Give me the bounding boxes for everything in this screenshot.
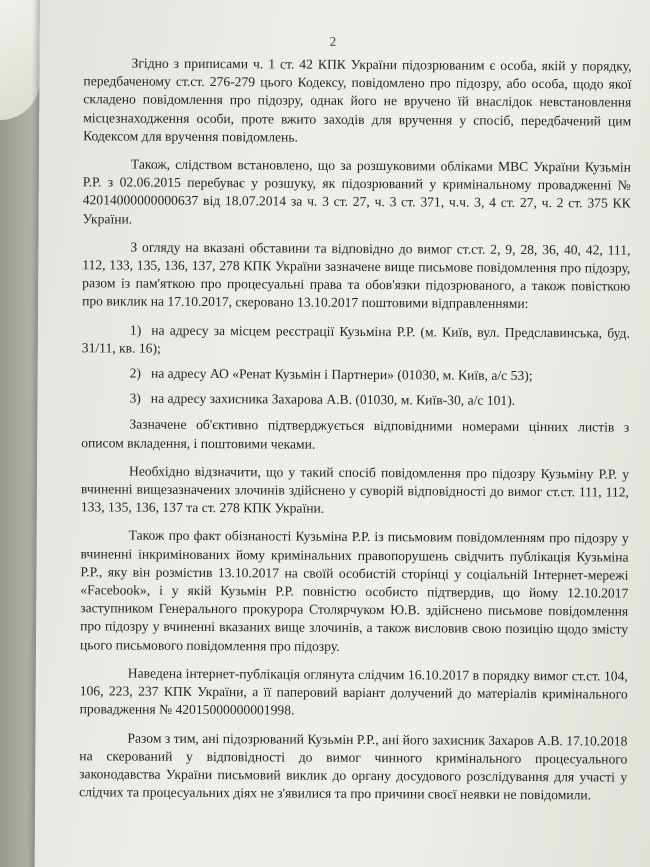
- document-body: [79, 54, 632, 815]
- list-item: 3) на адресу захисника Захарова А.В. (01030, м. Київ-30, а/с 101).: [129, 390, 516, 409]
- paragraph-notice-sent: З огляду на вказані обставини та відповідно до вимог ст.ст. 2, 9, 28, 36, 40, 42, 111, 112, 133, 135, 136, 137, 278 КПК України зазначене вище письмове повідомлення про підозру, разом із пам'яткою про процесуальні права та обов'язки підозрюваного, а також повісткою про виклик на 17.10.2017, скеровано 13.10.2017 поштовими відправленнями:: [82, 239, 631, 312]
- document-page: [35, 0, 650, 867]
- list-item: 2) на адресу АО «Ренат Кузьмін і Партнери» (01030, м. Київ, а/с 53);: [129, 365, 533, 384]
- paragraph-non-appearance: Разом з тим, ані підозрюваний Кузьмін Р.Р., ані його захисник Захаров А.В. 17.10.2018 на скерований у відповідності до вимог чинного кримінального процесуального законодавства України письмовий виклик до органу досудового розслідування для участі у слідчих та процесуальних діях не з'явилися та про причини своєї неявки не повідомили.: [79, 730, 628, 803]
- previous-page-corner: [0, 0, 40, 120]
- list-item: 1) на адресу за місцем реєстрації Кузьміна Р.Р. (м. Київ, вул. Предславинська, буд. 31/11, кв. 16);: [81, 322, 630, 356]
- paragraph-wanted-status: Також, слідством встановлено, що за розшуковими обліками МВС України Кузьмін Р.Р. з 02.06.2015 перебуває у розшуку, як підозрюваний у кримінальному провадженні № 42014000000000637 від 18.07.2014 за ч. 3 ст. 27, ч. 3 ст. 371, ч.ч. 3, 4 ст. 27, ч. 2 ст. 375 КК України.: [82, 156, 631, 227]
- paragraph-compliance: Необхідно відзначити, що у такий спосіб повідомлення про підозру Кузьміну Р.Р. у вчиненні вищезазначених злочинів здійснено у суворій відповідності до вимог ст.ст. 111, 112, 133, 135, 136, 137 та ст. 278 КПК України.: [80, 463, 630, 517]
- paragraph-publication-review: Наведена інтернет-публікація оглянута слідчим 16.10.2017 в порядку вимог ст.ст. 104, 106, 223, 237 КПК України, а її паперовий варіант долучений до матеріалів кримінального провадження № 42015000000001998.: [79, 665, 628, 718]
- paragraph-facebook-publication: Також про факт обізнаності Кузьміна Р.Р. із письмовим повідомленням про підозру у вчиненні інкримінованих йому кримінальних правопорушень свідчить публікація Кузьміна Р.Р., яку він розмістив 13.10.2017 на своїй особистій сторінці у соціальній Інтернет-мережі «Facebook», і у якій Кузьмін Р.Р. повністю особисто підтвердив, що йому 12.10.2017 заступником Генерального прокурора Столярчуком Ю.В. здійснено письмове повідомлення про підозру у вчиненні вказаних вище злочинів, а також висловив свою позицію щодо змісту цього письмового повідомлення про підозру.: [79, 528, 629, 654]
- address-list: [81, 321, 630, 411]
- paragraph-postal-proof: Зазначене об'єктивно підтверджується відповідними номерами цінних листів з описом вкладення, і поштовими чеками.: [81, 417, 630, 452]
- page-number: 2: [329, 33, 337, 49]
- paragraph-suspect-definition: Згідно з приписами ч. 1 ст. 42 КПК України підозрюваним є особа, якій у порядку, передбаченому ст.ст. 276-279 цього Кодексу, повідомлено про підозру, або особа, щодо якої складено повідомлення про підозру, однак його не вручено їй внаслідок невстановлення місцезнаходження особи, проте вжито заходів для вручення у спосіб, передбачений цим Кодексом для вручення повідомлень.: [83, 55, 632, 145]
